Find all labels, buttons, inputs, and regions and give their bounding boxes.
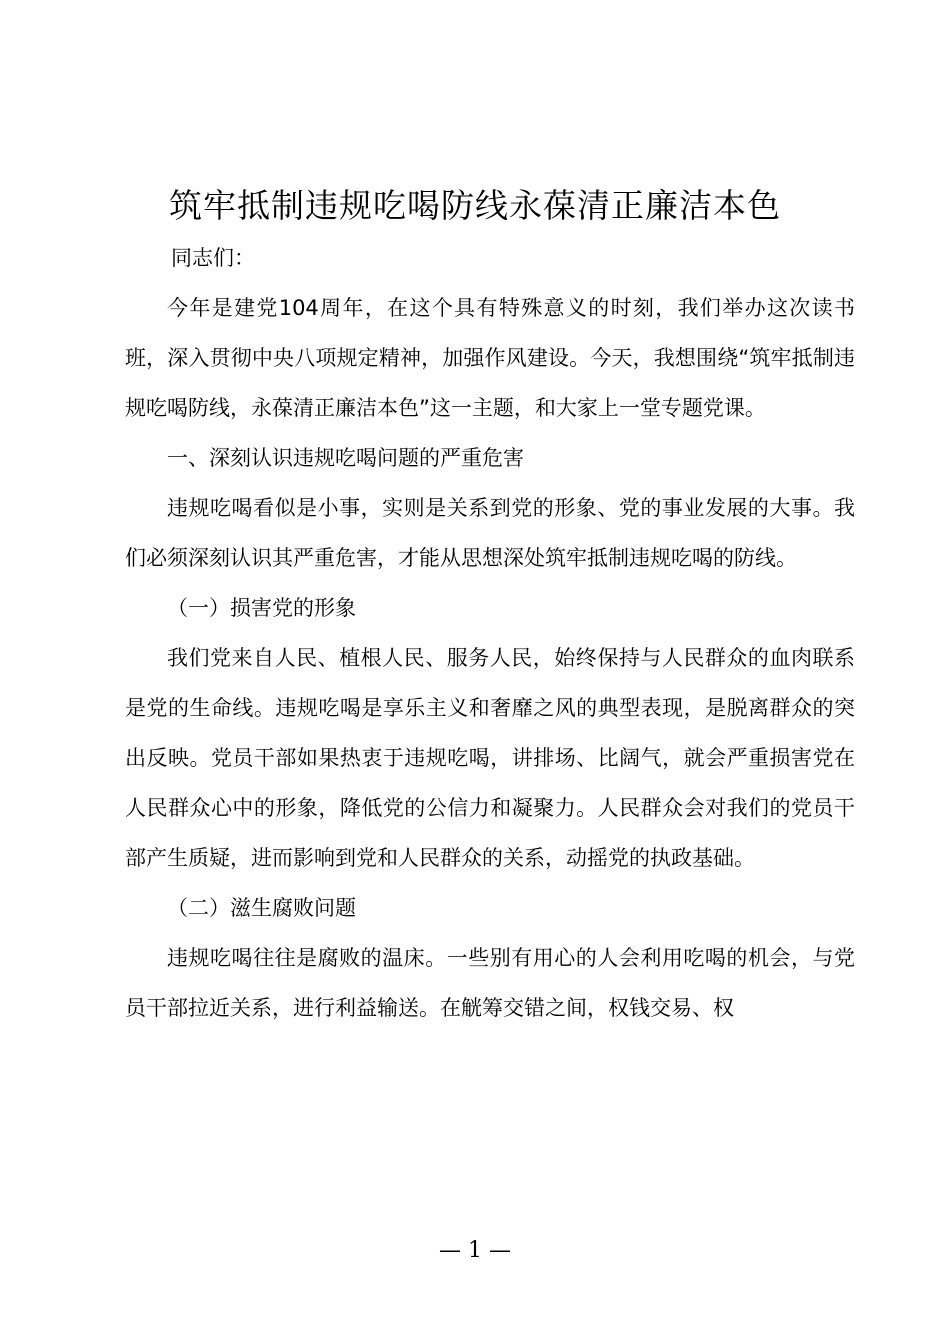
section-1-paragraph: 违规吃喝看似是小事，实则是关系到党的形象、党的事业发展的大事。我们必须深刻认识其严重危害，才能从思想深处筑牢抵制违规吃喝的防线。: [125, 496, 855, 570]
section-heading-1: 一、深刻认识违规吃喝问题的严重危害: [167, 446, 524, 470]
subsection-2-paragraph: 违规吃喝往往是腐败的温床。一些别有用心的人会利用吃喝的机会，与党员干部拉近关系，进行利益输送。在觥筹交错之间，权钱交易、权: [125, 946, 855, 1020]
document-title: 筑牢抵制违规吃喝防线永葆清正廉洁本色: [169, 186, 781, 225]
page-number: — 1 —: [439, 1238, 511, 1263]
salutation: 同志们：: [171, 246, 255, 270]
subsection-heading-2: （二）滋生腐败问题: [167, 896, 356, 920]
intro-paragraph: 今年是建党104周年，在这个具有特殊意义的时刻，我们举办这次读书班，深入贯彻中央八项规定精神，加强作风建设。今天，我想围绕“筑牢抵制违规吃喝防线，永葆清正廉洁本色”这一主题，和大家上一堂专题党课。: [125, 296, 855, 420]
subsection-1-paragraph: 我们党来自人民、植根人民、服务人民，始终保持与人民群众的血肉联系是党的生命线。违规吃喝是享乐主义和奢靡之风的典型表现，是脱离群众的突出反映。党员干部如果热衷于违规吃喝，讲排场、比阔气，就会严重损害党在人民群众心中的形象，降低党的公信力和凝聚力。人民群众会对我们的党员干部产生质疑，进而影响到党和人民群众的关系，动摇党的执政基础。: [125, 646, 855, 870]
subsection-heading-1: （一）损害党的形象: [167, 596, 356, 620]
document-body: [125, 233, 855, 1033]
